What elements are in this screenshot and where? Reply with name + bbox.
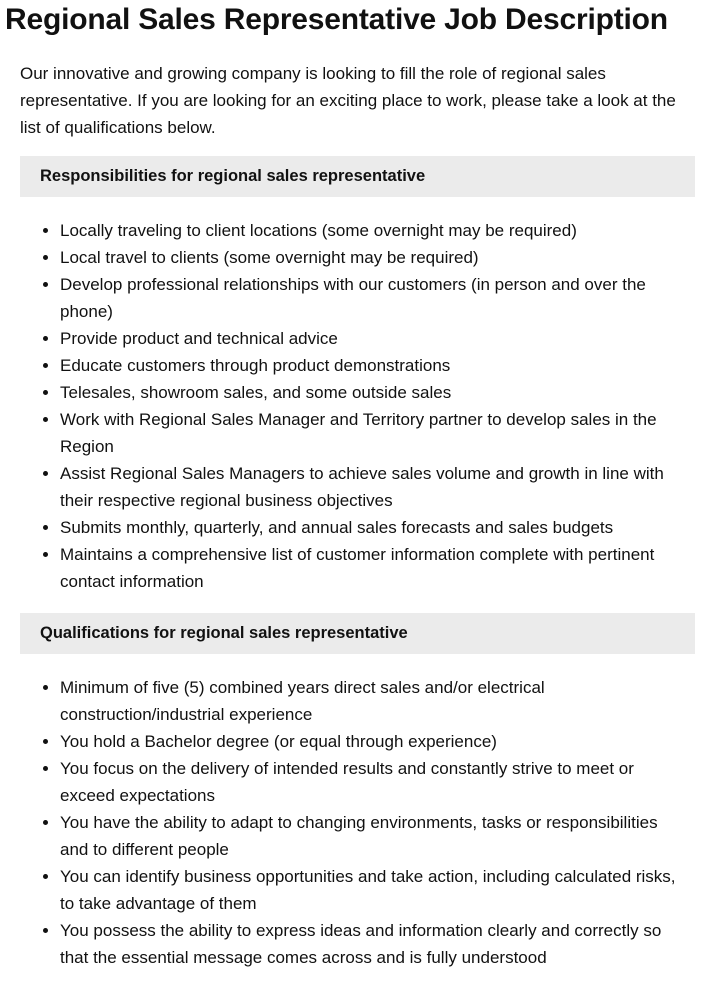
- list-item: • Provide product and technical advice: [60, 325, 695, 352]
- list-item: • Minimum of five (5) combined years direct sales and/or electrical construction/industrial experience: [60, 674, 695, 728]
- list-item: • Assist Regional Sales Managers to achieve sales volume and growth in line with their respective regional business objectives: [60, 460, 695, 514]
- qualifications-heading: Qualifications for regional sales representative: [20, 613, 695, 654]
- list-item: • You can identify business opportunities and take action, including calculated risks, to take advantage of them: [60, 863, 695, 917]
- list-item: • Local travel to clients (some overnight may be required): [60, 244, 695, 271]
- responsibilities-heading: Responsibilities for regional sales representative: [20, 156, 695, 197]
- page-title: Regional Sales Representative Job Description: [5, 3, 668, 36]
- list-item: • Telesales, showroom sales, and some outside sales: [60, 379, 695, 406]
- list-item: • Work with Regional Sales Manager and Territory partner to develop sales in the Region: [60, 406, 695, 460]
- list-item: • You focus on the delivery of intended results and constantly strive to meet or exceed expectations: [60, 755, 695, 809]
- list-item: • You possess the ability to express ideas and information clearly and correctly so that the essential message comes across and is fully understood: [60, 917, 695, 971]
- list-item: • Maintains a comprehensive list of customer information complete with pertinent contact information: [60, 541, 695, 595]
- list-item: • You hold a Bachelor degree (or equal through experience): [60, 728, 695, 755]
- list-item: • Educate customers through product demonstrations: [60, 352, 695, 379]
- list-item: • Submits monthly, quarterly, and annual sales forecasts and sales budgets: [60, 514, 695, 541]
- responsibilities-list: [20, 217, 695, 595]
- list-item: • Develop professional relationships with our customers (in person and over the phone): [60, 271, 695, 325]
- list-item: • You have the ability to adapt to changing environments, tasks or responsibilities and to different people: [60, 809, 695, 863]
- job-description: [20, 60, 695, 971]
- intro-paragraph: Our innovative and growing company is looking to fill the role of regional sales representative. If you are looking for an exciting place to work, please take a look at the list of qualifications below.: [20, 64, 676, 137]
- qualifications-list: [20, 674, 695, 971]
- list-item: • Locally traveling to client locations (some overnight may be required): [60, 217, 695, 244]
